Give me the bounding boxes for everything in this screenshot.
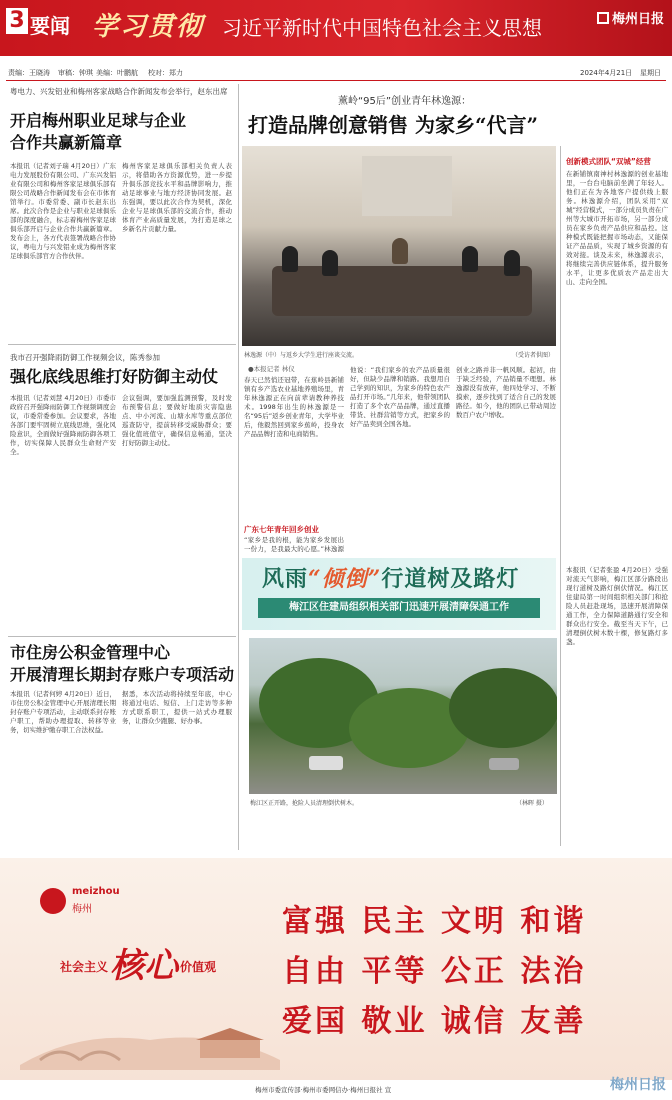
ad-landmark-illustration [20,1010,280,1070]
feature-kicker: 薰岭“95后”创业青年林逸源： [338,96,472,107]
feature-right-subhead: 创新模式团队“双城”经营 [566,157,651,166]
ad-core-values-title: 社会主义核心 价值观 [60,946,217,986]
story3-column-2: 据悉，本次活动将持续至年底，中心将通过电话、短信、上门走访等多种方式联系职工，提供一站式办理服务，让群众少跑腿、好办事。 [122,690,232,725]
proof-credit: 审稿：钟琪 [58,69,93,77]
story2-headline: 强化底线思维打好防御主动仗 [10,367,219,386]
story1-kicker: 粤电力、兴发铝业和梅州客家战略合作新闻发布会举行，赵东出席 [10,87,228,96]
divider [8,636,236,637]
editor-credit: 责编：王晓涛 [8,69,50,77]
feature-photo-credit: （受访者供图） [512,352,555,359]
logo-icon [597,12,609,24]
ad-values-row-2: 自由 平等 公正 法治 [282,954,587,989]
ad-footer-text: 梅州市委宣传部·梅州市委网信办·梅州日报社 宣 [255,1086,392,1094]
photo-person [392,238,408,264]
story2-kicker: 我市召开强降雨防御工作视频会议，陈秀参加 [10,353,160,362]
newspaper-logo: 梅州日报 [597,8,664,27]
column-rule [560,146,561,846]
meizhou-logo-icon [40,888,66,914]
story2-column-2: 会议强调，要加强监测预警，及时发布预警信息；要做好地质灾害隐患点、中小河流、山塘水库等重点部位巡查防守，提前转移受威胁群众；要强化值班值守，确保信息畅通，坚决打好防御主动仗。 [122,394,232,447]
feature-photo-caption: 林逸源（中）与返乡大学生进行座谈交流。 [244,352,359,359]
feature-column-4: “家乡是我的根，能为家乡发展出一份力，是我最大的心愿。”林逸源 [244,536,344,553]
photo-person [462,246,478,272]
check-credit: 校对：郑力 [148,69,183,77]
feature-subhead: 广东七年青年回乡创业 [244,525,319,534]
photo-meeting-table [272,266,532,316]
photo-car [309,756,343,770]
ad-brand-cn: 梅州 [72,904,92,915]
feature-column-1: 春天已然悄还冠带，在蕉岭县新铺镇有乡产选农业基地养殖场里，青年林逸源正在向前辈请教种养技术。1998年出生的林逸源是一名“95后”返乡创业青年，大学毕业后，他毅然回到家乡蕉岭，投身农产品品牌打造和电商销售。 [244,376,344,438]
photo-person [322,250,338,276]
ad-values-row-3: 爱国 敬业 诚信 友善 [282,1004,587,1039]
story2-column-1: 本报讯（记者刘慧 4月20日）市委市政府召开强降雨防御工作视频调度会议，市委常委参加。会议要求，各地各部门要牢固树立底线思维，强化风险意识，全面做好强降雨防御各项工作，切实保障人民群众生命财产安全。 [10,394,116,456]
story3-column-1: 本报讯（记者何婷 4月20日）近日，市住房公积金管理中心开展清理长期封存账户专项活动，主动联系封存账户职工，帮助办理提取、转移等业务，切实维护缴存职工合法权益。 [10,690,116,734]
page-number: 3 [6,8,28,34]
issue-weekday: 星期日 [640,69,661,77]
design-credit: 美编：叶鹏航 [96,69,138,77]
photo-tree [449,668,557,748]
story1-column-1: 本报讯（记者刘子瑞 4月20日）广东电力发展股份有限公司、广东兴发铝业有限公司和梅州客家足球俱乐部有限公司战略合作新闻发布会在市体育馆举行。市委常委、副市长赵东出席。此次合作是企业与职业足球俱乐部的深度融合，标志着梅州客家足球俱乐部开启与企业合作共赢新篇章。发布会上，各方代表签署战略合作协议，粤电力与兴发铝业成为梅州客家足球俱乐部官方合作伙伴。 [10,162,116,260]
newspaper-watermark: 梅州日报 [610,1077,666,1093]
storm-column: 本报讯（记者张盈 4月20日）受强对流天气影响，梅江区部分路段出现行道树及路灯倒伏情况。梅江区住建局第一时间组织相关部门和抢险人员赶赴现场，迅速开展清障保通工作，全力保障道路通行安全和群众出行安全。截至当天下午，已清理倒伏树木数十棵，修复路灯多盏。 [566,566,668,646]
issue-date: 2024年4月21日 [580,69,633,77]
photo-person [282,246,298,272]
storm-photo-caption: 梅江区正开路，抢险人员清理倒伏树木。 [250,800,359,807]
feature-byline: ●本报记者 林仪 [248,365,295,373]
header-rule [6,80,666,81]
slogan-script: 学习贯彻 [92,12,205,42]
section-name: 要闻 [30,14,70,38]
story1-column-2: 梅州客家足球俱乐部相关负责人表示，将借助各方资源优势，进一步提升俱乐部竞技水平和品牌影响力，推动足球事业与地方经济协同发展。赵东强调，要以此次合作为契机，深化企业与足球俱乐部的交流合作，推动体育产业高质量发展，为打造足球之乡新名片贡献力量。 [122,162,232,233]
storm-photo [249,638,557,794]
slogan-main: 习近平新时代中国特色社会主义思想 [222,16,542,40]
story1-headline-line1: 开启梅州职业足球与企业 [10,111,187,130]
ad-values-row-1: 富强 民主 文明 和谐 [282,904,587,939]
photo-car [489,758,519,770]
feature-photo [242,146,556,346]
feature-column-2: 他说：“我们家乡的农产品质量很好，但缺少品牌和销路。我想用自己学到的知识，为家乡的特色农产品打开市场。”几年来，他带领团队打造了多个农产品品牌，通过直播带货、社群营销等方式，把家乡的好产品卖到全国各地。 [350,366,450,428]
story1-headline-line2: 合作共赢新篇章 [10,133,123,152]
story3-headline: 开展清理长期封存账户专项活动 [10,665,235,684]
feature-headline: 打造品牌创意销售 为家乡“代言” [248,113,538,137]
story3-kicker: 市住房公积金管理中心 [10,643,171,662]
storm-photo-credit: （林晖 摄） [516,800,548,807]
column-rule [238,84,239,850]
credits-bar [0,66,672,78]
storm-subtitle: 梅江区住建局组织相关部门迅速开展清障保通工作 [258,598,540,618]
divider [8,344,236,345]
feature-right-column: 在新铺镇南神村林逸源的创业基地里，一台台电脑前坐满了年轻人。他们正在为各地客户提供线上服务。林逸源介绍，团队采用“双城”经营模式，一部分成员负责在广州等大城市开拓市场，另一部分成员在家乡负责产品供应和品控。这种模式既能把握市场动态，又能保证产品品质，实现了城乡资源的有效对接。谈及未来，林逸源表示，将继续完善供应链体系，提升服务水平，让更多优质农产品走出大山、走向全国。 [566,170,668,286]
ad-brand-en: meizhou [72,886,120,897]
photo-person [504,250,520,276]
storm-title: 风雨“倾倒”行道树及路灯 [262,566,520,592]
feature-column-3: 创业之路并非一帆风顺。起初，由于缺乏经验，产品销量不理想。林逸源没有放弃，他四处学习、不断摸索，逐步找到了适合自己的发展路径。如今，他的团队已带动周边数百户农户增收。 [456,366,556,419]
photo-backdrop-screen [362,156,452,216]
masthead [0,0,672,56]
